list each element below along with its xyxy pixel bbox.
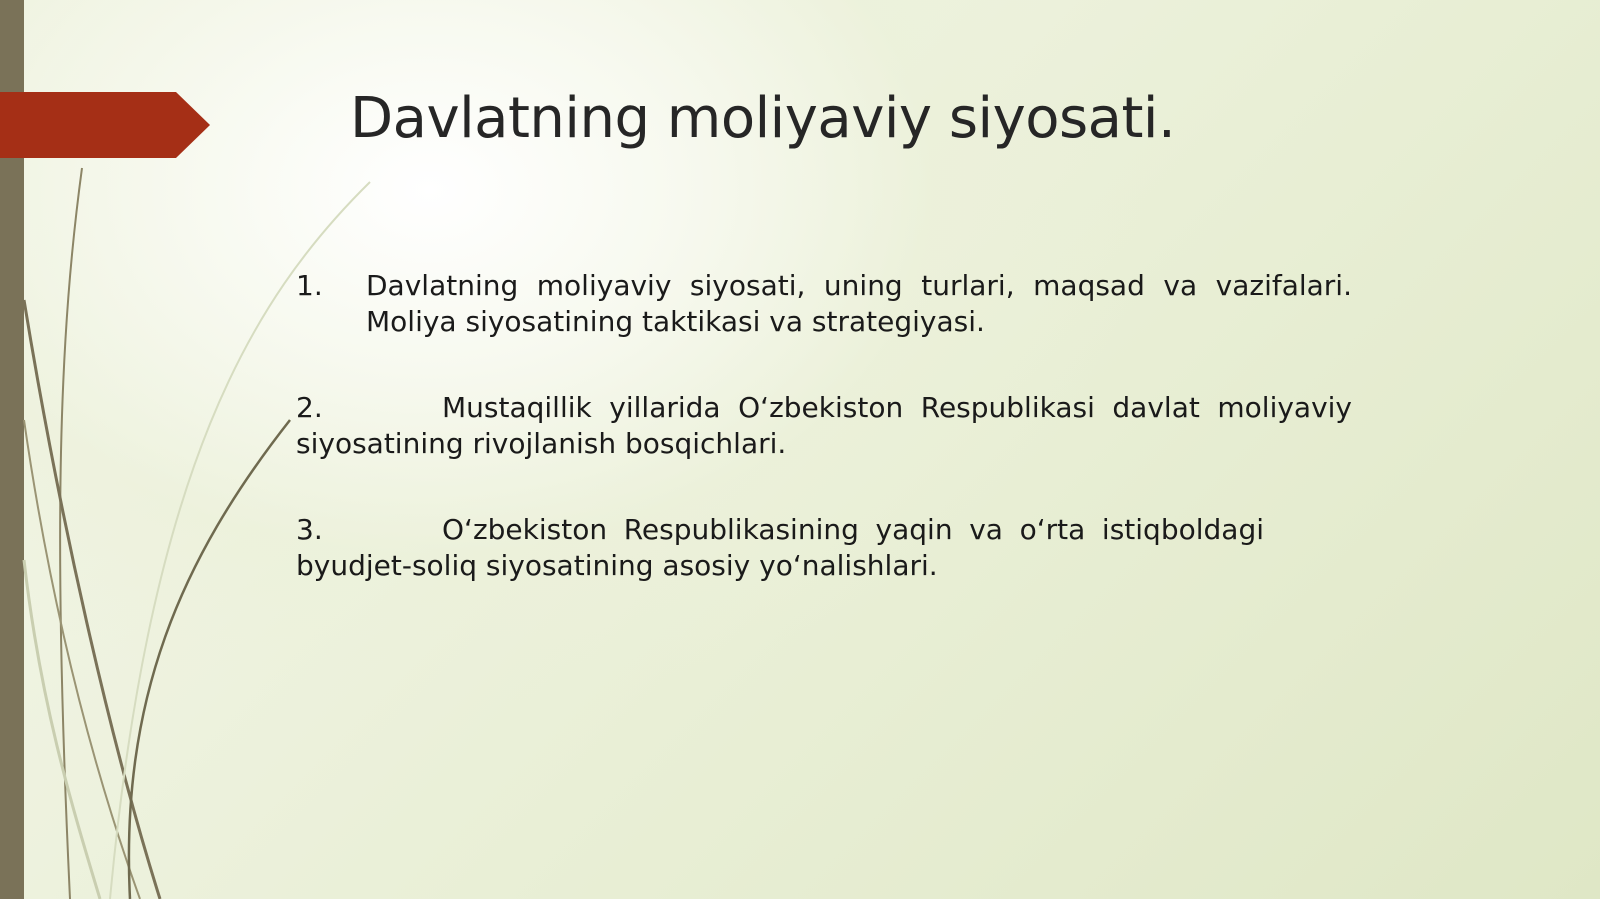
list-item-first-line <box>296 390 1352 426</box>
list-item-text: Mustaqillik yillarida O‘zbekiston Respublikasi davlat moliyaviy <box>442 391 1352 424</box>
slide-title: Davlatning moliyaviy siyosati. <box>350 86 1176 151</box>
list-item-2 <box>296 390 1352 462</box>
list-item-text: O‘zbekiston Respublikasining yaqin va o‘rta istiqboldagi <box>442 513 1264 546</box>
title-arrow-flag <box>0 92 210 158</box>
list-item-number: 1. <box>296 269 323 302</box>
list-item-continuation: siyosatining rivojlanish bosqichlari. <box>296 427 787 460</box>
list-item-number: 3. <box>296 513 323 546</box>
slide-content <box>296 268 1352 634</box>
list-item-continuation: byudjet-soliq siyosatining asosiy yo‘nalishlari. <box>296 549 938 582</box>
list-item-first-line <box>296 512 1264 548</box>
list-item-text: Davlatning moliyaviy siyosati, uning turlari, maqsad va vazifalari. Moliya siyosatining taktikasi va strategiyasi. <box>366 269 1352 338</box>
list-item-1 <box>296 268 1352 340</box>
list-item-3 <box>296 512 1352 584</box>
list-item-number: 2. <box>296 391 323 424</box>
